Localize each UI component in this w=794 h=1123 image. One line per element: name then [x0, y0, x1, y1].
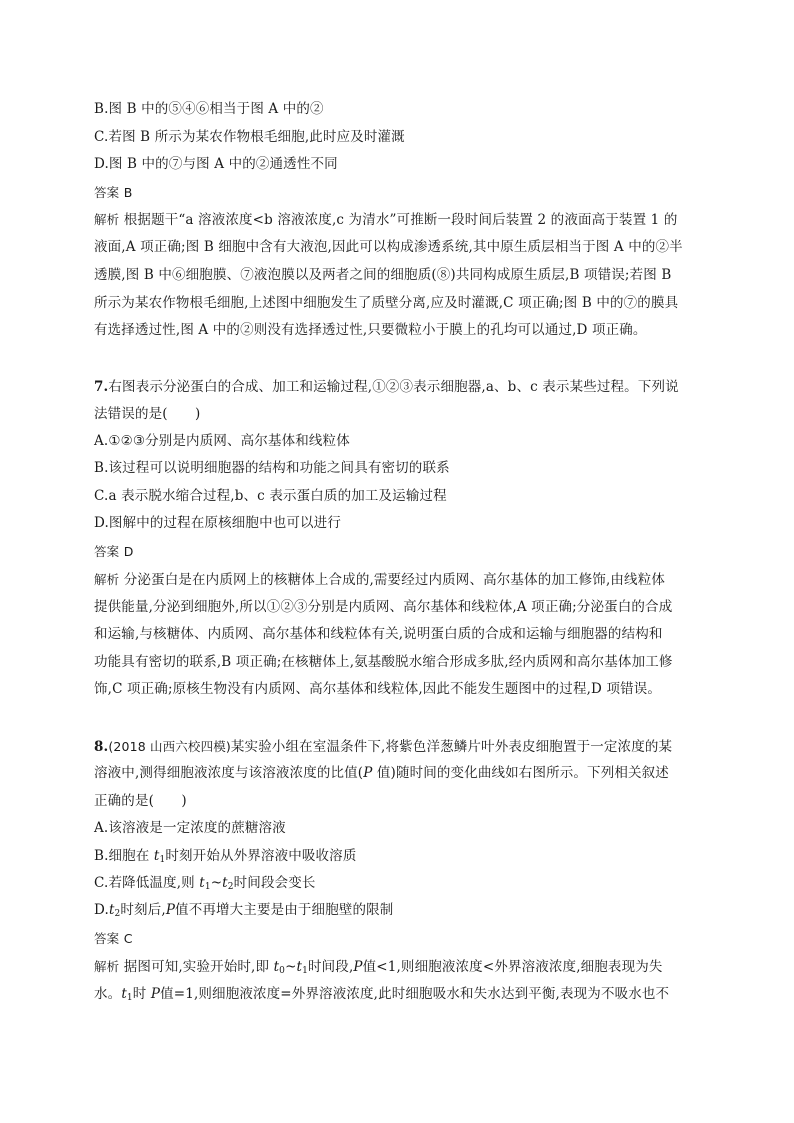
option-text: 时刻开始从外界溶液中吸收溶质: [165, 848, 357, 864]
analysis-text: 值=1,则细胞液浓度=外界溶液浓度,此时细胞吸水和失水达到平衡,表现为不吸水也不: [160, 986, 670, 1002]
q6-analysis-line: [94, 206, 678, 234]
q8-option-d: [94, 897, 393, 928]
t-symbol: t: [121, 986, 127, 1002]
q8-stem-cont: 正确的是( ): [94, 793, 187, 809]
q8-stem-cont: [94, 760, 669, 787]
q7-analysis-line: 提供能量,分泌到细胞外,所以①②③分别是内质网、高尔基体和线粒体,A 项正确;分泌蛋白的合成: [94, 599, 673, 615]
analysis-text: 据图可知,实验开始时,即: [123, 959, 274, 975]
option-text: C.若降低温度,则: [94, 875, 200, 891]
option-text: 值不再增大主要是由于细胞壁的限制: [175, 902, 394, 918]
q7-stem-text: 右图表示分泌蛋白的合成、加工和运输过程,①②③表示细胞器,a、b、c 表示某些过程。下列说: [108, 379, 679, 395]
analysis-label: 解析: [94, 572, 120, 587]
analysis-text: 时: [132, 986, 151, 1002]
q6-option-d: D.图 B 中的⑦与图 A 中的②通透性不同: [94, 156, 338, 172]
option-text: B.细胞在: [94, 848, 154, 864]
t-symbol: t: [153, 848, 160, 864]
q7-option-d: D.图解中的过程在原核细胞中也可以进行: [94, 515, 341, 531]
analysis-label: 解析: [94, 212, 120, 227]
p-symbol: P: [165, 902, 176, 918]
q8-analysis-line: [94, 981, 669, 1012]
q6-analysis-line: 所示为某农作物根毛细胞,上述图中细胞发生了质壁分离,应及时灌溉,C 项正确;图 B 中的⑦的膜具: [94, 295, 679, 311]
answer-value: D: [123, 544, 134, 559]
q7-answer: [94, 538, 134, 566]
analysis-text: 水。: [94, 986, 122, 1002]
q8-stem-text: 某实验小组在室温条件下,将紫色洋葱鳞片叶外表皮细胞置于一定浓度的某: [230, 739, 673, 755]
analysis-text: 根据题干“a 溶液浓度<b 溶液浓度,c 为清水”可推断一段时间后装置 2 的液面高于装置 1 的: [123, 212, 678, 228]
subscript: 2: [227, 882, 234, 892]
q8-option-a: A.该溶液是一定浓度的蔗糖溶液: [94, 820, 286, 836]
q7-option-c: C.a 表示脱水缩合过程,b、c 表示蛋白质的加工及运输过程: [94, 488, 447, 504]
q8-answer: [94, 925, 133, 953]
q8-stem-text: 值)随时间的变化曲线如右图所示。下列相关叙述: [372, 765, 669, 781]
analysis-text: 时间段,: [308, 959, 354, 975]
p-symbol: P: [353, 959, 363, 975]
q7-analysis-line: 功能具有密切的联系,B 项正确;在核糖体上,氨基酸脱水缩合形成多肽,经内质网和高尔基体加工修: [94, 654, 673, 670]
subscript: 2: [114, 909, 121, 919]
q7-analysis-line: 饰,C 项正确;原核生物没有内质网、高尔基体和线粒体,因此不能发生题图中的过程,D 项错误。: [94, 681, 662, 697]
q7-analysis-line: 和运输,与核糖体、内质网、高尔基体和线粒体有关,说明蛋白质的合成和运输与细胞器的结构和: [94, 626, 663, 642]
answer-value: B: [123, 185, 133, 200]
q8-stem-text: 溶液中,测得细胞液浓度与该溶液浓度的比值(: [94, 765, 364, 781]
q8-stem: [94, 733, 672, 761]
answer-label: 答案: [94, 185, 120, 200]
tilde: ~: [285, 959, 297, 975]
subscript: 1: [126, 993, 133, 1003]
subscript: 1: [159, 855, 166, 865]
p-symbol: P: [150, 986, 161, 1002]
q6-analysis-line: 液面,A 项正确;图 B 细胞中含有大液泡,因此可以构成渗透系统,其中原生质层相当于图 A 中的②半: [94, 239, 683, 255]
q6-analysis-line: 有选择透过性,图 A 中的②则没有选择透过性,只要微粒小于膜上的孔均可以通过,D 项正确。: [94, 322, 647, 338]
analysis-label: 解析: [94, 959, 120, 974]
t-symbol: t: [199, 875, 205, 891]
q6-analysis-line: 透膜,图 B 中⑥细胞膜、⑦液泡膜以及两者之间的细胞质(⑧)共同构成原生质层,B 项错误;若图 B: [94, 267, 672, 283]
q6-answer: [94, 179, 133, 207]
q7-stem-cont: 法错误的是( ): [94, 406, 201, 422]
option-text: 时间段会变长: [233, 875, 316, 891]
option-text: 时刻后,: [120, 902, 166, 918]
answer-label: 答案: [94, 544, 120, 559]
q7-option-a: A.①②③分别是内质网、高尔基体和线粒体: [94, 433, 350, 449]
answer-label: 答案: [94, 931, 120, 946]
q7-option-b: B.该过程可以说明细胞器的结构和功能之间具有密切的联系: [94, 460, 450, 476]
q6-option-c: C.若图 B 所示为某农作物根毛细胞,此时应及时灌溉: [94, 129, 405, 145]
subscript: 1: [302, 966, 308, 976]
q8-source: (2018 山西六校四模): [108, 739, 231, 754]
t-symbol: t: [273, 959, 280, 975]
subscript: 0: [279, 966, 286, 976]
question-number: 8.: [94, 739, 109, 755]
analysis-text: 分泌蛋白是在内质网上的核糖体上合成的,需要经过内质网、高尔基体的加工修饰,由线粒体: [123, 572, 665, 588]
q6-option-b: B.图 B 中的⑤④⑥相当于图 A 中的②: [94, 101, 324, 117]
t-symbol: t: [108, 902, 115, 918]
question-number: 7.: [94, 379, 109, 395]
t-symbol: t: [222, 875, 228, 891]
analysis-text: 值<1,则细胞液浓度<外界溶液浓度,细胞表现为失: [362, 959, 663, 975]
p-symbol: P: [363, 765, 373, 781]
t-symbol: t: [296, 959, 303, 975]
answer-value: C: [123, 931, 133, 946]
tilde: ~: [210, 875, 223, 891]
q7-stem: [94, 374, 679, 401]
q7-analysis-line: [94, 566, 665, 594]
subscript: 1: [204, 882, 211, 892]
option-text: D.: [94, 902, 109, 918]
